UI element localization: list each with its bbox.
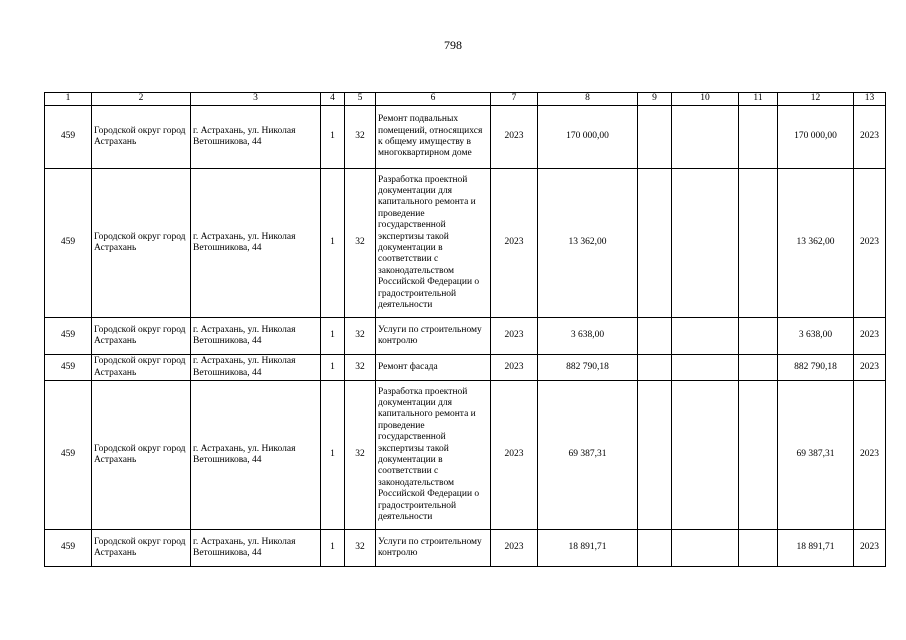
col9-cell — [638, 106, 672, 169]
column-header: 10 — [672, 93, 739, 106]
year-cell: 2023 — [491, 169, 538, 318]
work-type-cell: Услуги по строительному контролю — [376, 530, 491, 567]
completion-year-cell: 2023 — [854, 355, 886, 381]
year-cell: 2023 — [491, 355, 538, 381]
page-number: 798 — [444, 38, 462, 52]
col4-cell: 1 — [321, 355, 345, 381]
column-header: 8 — [538, 93, 638, 106]
cost-cell: 18 891,71 — [538, 530, 638, 567]
address-cell: г. Астрахань, ул. Николая Ветошникова, 44 — [191, 318, 321, 355]
row-number: 459 — [45, 355, 92, 381]
completion-year-cell: 2023 — [854, 106, 886, 169]
col5-cell: 32 — [345, 169, 376, 318]
col9-cell — [638, 530, 672, 567]
table-row — [45, 381, 886, 530]
col4-cell: 1 — [321, 169, 345, 318]
cost-cell: 13 362,00 — [538, 169, 638, 318]
col11-cell — [739, 106, 778, 169]
municipality-cell: Городской округ город Астрахань — [92, 169, 191, 318]
col4-cell: 1 — [321, 530, 345, 567]
column-header: 13 — [854, 93, 886, 106]
total-cell: 69 387,31 — [778, 381, 854, 530]
work-type-cell: Ремонт фасада — [376, 355, 491, 381]
column-header: 9 — [638, 93, 672, 106]
address-cell: г. Астрахань, ул. Николая Ветошникова, 44 — [191, 355, 321, 381]
work-type-cell: Ремонт подвальных помещений, относящихся к общему имуществу в многоквартирном доме — [376, 106, 491, 169]
column-header: 3 — [191, 93, 321, 106]
year-cell: 2023 — [491, 530, 538, 567]
col5-cell: 32 — [345, 530, 376, 567]
col9-cell — [638, 318, 672, 355]
municipality-cell: Городской округ город Астрахань — [92, 106, 191, 169]
column-header: 6 — [376, 93, 491, 106]
total-cell: 882 790,18 — [778, 355, 854, 381]
column-header: 7 — [491, 93, 538, 106]
table-row — [45, 318, 886, 355]
work-type-cell: Услуги по строительному контролю — [376, 318, 491, 355]
col5-cell: 32 — [345, 381, 376, 530]
total-cell: 3 638,00 — [778, 318, 854, 355]
col5-cell: 32 — [345, 355, 376, 381]
municipality-cell: Городской округ город Астрахань — [92, 355, 191, 381]
column-number-row — [45, 93, 886, 106]
col4-cell: 1 — [321, 106, 345, 169]
year-cell: 2023 — [491, 318, 538, 355]
total-cell: 13 362,00 — [778, 169, 854, 318]
total-cell: 18 891,71 — [778, 530, 854, 567]
col10-cell — [672, 355, 739, 381]
row-number: 459 — [45, 530, 92, 567]
column-header: 11 — [739, 93, 778, 106]
cost-cell: 3 638,00 — [538, 318, 638, 355]
col5-cell: 32 — [345, 106, 376, 169]
table-row — [45, 106, 886, 169]
col9-cell — [638, 381, 672, 530]
cost-cell: 170 000,00 — [538, 106, 638, 169]
col10-cell — [672, 318, 739, 355]
column-header: 1 — [45, 93, 92, 106]
address-cell: г. Астрахань, ул. Николая Ветошникова, 44 — [191, 106, 321, 169]
cost-cell: 882 790,18 — [538, 355, 638, 381]
table-row — [45, 355, 886, 381]
col10-cell — [672, 530, 739, 567]
col10-cell — [672, 106, 739, 169]
total-cell: 170 000,00 — [778, 106, 854, 169]
work-type-cell: Разработка проектной документации для капитального ремонта и проведение государственной экспертизы такой документации в соответствии с законодательством Российской Федерации о градостроительной деятельности — [376, 381, 491, 530]
col11-cell — [739, 169, 778, 318]
col5-cell: 32 — [345, 318, 376, 355]
col11-cell — [739, 318, 778, 355]
address-cell: г. Астрахань, ул. Николая Ветошникова, 44 — [191, 169, 321, 318]
completion-year-cell: 2023 — [854, 530, 886, 567]
col10-cell — [672, 381, 739, 530]
year-cell: 2023 — [491, 381, 538, 530]
row-number: 459 — [45, 381, 92, 530]
completion-year-cell: 2023 — [854, 169, 886, 318]
year-cell: 2023 — [491, 106, 538, 169]
table-row — [45, 530, 886, 567]
work-type-cell: Разработка проектной документации для капитального ремонта и проведение государственной экспертизы такой документации в соответствии с законодательством Российской Федерации о градостроительной деятельности — [376, 169, 491, 318]
address-cell: г. Астрахань, ул. Николая Ветошникова, 44 — [191, 530, 321, 567]
column-header: 5 — [345, 93, 376, 106]
completion-year-cell: 2023 — [854, 318, 886, 355]
col11-cell — [739, 355, 778, 381]
municipality-cell: Городской округ город Астрахань — [92, 318, 191, 355]
col9-cell — [638, 355, 672, 381]
municipality-cell: Городской округ город Астрахань — [92, 530, 191, 567]
col10-cell — [672, 169, 739, 318]
col4-cell: 1 — [321, 318, 345, 355]
municipality-cell: Городской округ город Астрахань — [92, 381, 191, 530]
column-header: 4 — [321, 93, 345, 106]
repair-schedule-table — [44, 92, 886, 567]
col11-cell — [739, 530, 778, 567]
col9-cell — [638, 169, 672, 318]
table-row — [45, 169, 886, 318]
cost-cell: 69 387,31 — [538, 381, 638, 530]
address-cell: г. Астрахань, ул. Николая Ветошникова, 44 — [191, 381, 321, 530]
row-number: 459 — [45, 106, 92, 169]
col4-cell: 1 — [321, 381, 345, 530]
row-number: 459 — [45, 318, 92, 355]
col11-cell — [739, 381, 778, 530]
column-header: 2 — [92, 93, 191, 106]
completion-year-cell: 2023 — [854, 381, 886, 530]
row-number: 459 — [45, 169, 92, 318]
column-header: 12 — [778, 93, 854, 106]
